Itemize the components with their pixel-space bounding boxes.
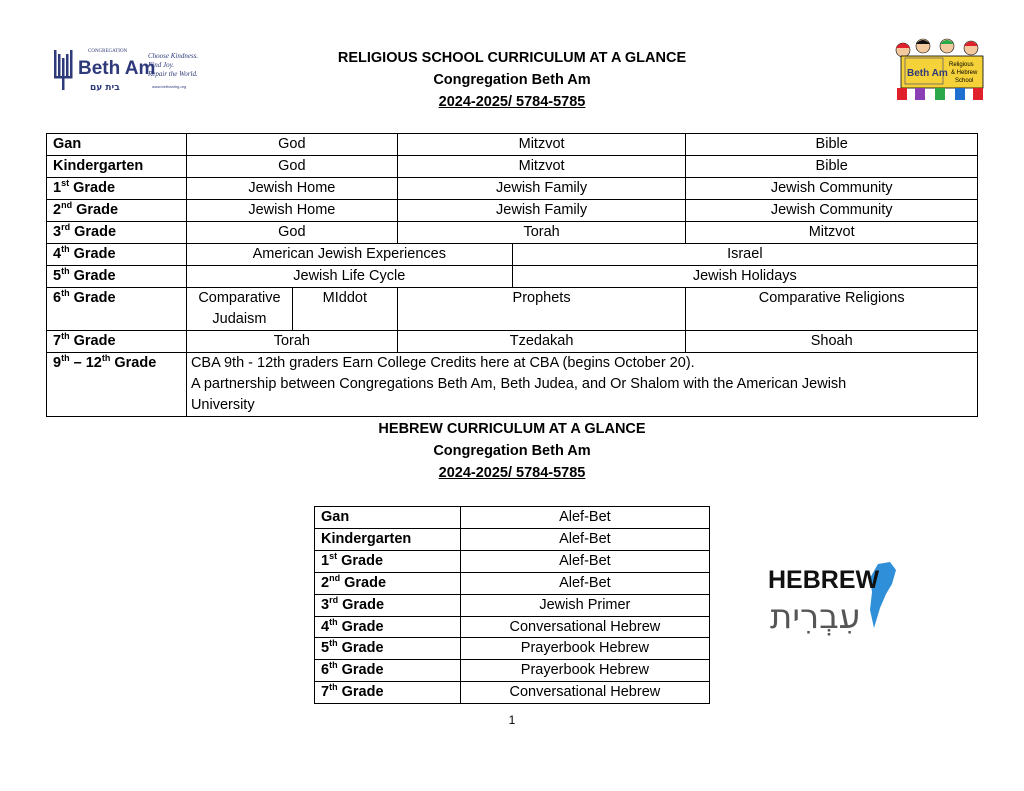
subject-cell: God xyxy=(186,222,397,244)
subject-cell: Conversational Hebrew xyxy=(460,616,709,638)
religious-congregation: Congregation Beth Am xyxy=(433,72,591,88)
grade-cell: 7th Grade xyxy=(315,682,461,704)
subject-cell: Mitzvot xyxy=(397,134,686,156)
page-number: 1 xyxy=(508,713,516,727)
school-logo-brand: Beth Am xyxy=(907,68,948,79)
subject-cell: God xyxy=(186,134,397,156)
table-row xyxy=(315,507,710,529)
hebrew-curriculum-table xyxy=(314,506,710,704)
subject-cell: Prophets xyxy=(397,288,686,331)
hebrew-year: 2024-2025/ 5784-5785 xyxy=(438,465,586,481)
subject-cell: Comparative Judaism xyxy=(186,288,292,331)
table-row xyxy=(315,616,710,638)
grade-cell: 2nd Grade xyxy=(47,200,187,222)
school-logo-sign-2: & Hebrew xyxy=(951,70,978,76)
logo-tagline-2: Find Joy. xyxy=(148,61,175,69)
religious-header xyxy=(0,47,1024,113)
subject-cell: Torah xyxy=(397,222,686,244)
subject-cell: Bible xyxy=(686,134,978,156)
table-row xyxy=(47,200,978,222)
hebrew-congregation: Congregation Beth Am xyxy=(433,443,591,459)
subject-cell: Shoah xyxy=(686,331,978,353)
table-row xyxy=(47,353,978,417)
table-row xyxy=(47,266,978,288)
subject-cell: Bible xyxy=(686,156,978,178)
subject-cell: Jewish Family xyxy=(397,200,686,222)
hebrew-title: HEBREW CURRICULUM AT A GLANCE xyxy=(378,421,646,437)
table-row xyxy=(47,134,978,156)
subject-cell: Jewish Home xyxy=(186,200,397,222)
religious-curriculum-table xyxy=(46,133,978,417)
hebrew-logo-word: HEBREW xyxy=(768,566,880,594)
subject-cell: Mitzvot xyxy=(686,222,978,244)
hebrew-logo xyxy=(766,560,901,638)
table-row xyxy=(315,660,710,682)
grade-cell: 5th Grade xyxy=(315,638,461,660)
grade-cell: 3rd Grade xyxy=(47,222,187,244)
logo-hebrew-text: בית עם xyxy=(90,83,120,93)
grade-cell: Kindergarten xyxy=(47,156,187,178)
grade-cell: 6th Grade xyxy=(315,660,461,682)
table-row xyxy=(47,331,978,353)
cba-line-1: CBA 9th - 12th graders Earn College Credits here at CBA (begins October 20). xyxy=(190,355,695,371)
cba-line-2: A partnership between Congregations Beth Am, Beth Judea, and Or Shalom with the American Jewish xyxy=(190,376,847,392)
subject-cell: Alef-Bet xyxy=(460,550,709,572)
subject-cell: Tzedakah xyxy=(397,331,686,353)
subject-cell: Jewish Community xyxy=(686,200,978,222)
table-row xyxy=(315,528,710,550)
logo-tagline-3: Repair the World. xyxy=(148,70,198,78)
subject-cell: Prayerbook Hebrew xyxy=(460,660,709,682)
subject-cell: Alef-Bet xyxy=(460,528,709,550)
grade-cell: Kindergarten xyxy=(315,528,461,550)
grade-cell: 9th – 12th Grade xyxy=(47,353,187,417)
subject-cell: Jewish Community xyxy=(686,178,978,200)
subject-cell: Torah xyxy=(186,331,397,353)
grade-cell: 6th Grade xyxy=(47,288,187,331)
logo-brand-text: Beth Am xyxy=(78,58,156,79)
table-row xyxy=(47,156,978,178)
logo-url: www.bethamhg.org xyxy=(152,84,187,89)
subject-cell: Comparative Religions xyxy=(686,288,978,331)
subject-cell: Prayerbook Hebrew xyxy=(460,638,709,660)
grade-cell: Gan xyxy=(315,507,461,529)
table-row xyxy=(315,572,710,594)
religious-year: 2024-2025/ 5784-5785 xyxy=(438,94,586,110)
grade-cell: 3rd Grade xyxy=(315,594,461,616)
subject-cell: Alef-Bet xyxy=(460,507,709,529)
grade-cell: 5th Grade xyxy=(47,266,187,288)
subject-cell: Jewish Life Cycle xyxy=(186,266,512,288)
school-logo-sign-3: School xyxy=(955,78,974,84)
grade-cell: 4th Grade xyxy=(315,616,461,638)
subject-cell: Israel xyxy=(512,244,977,266)
table-row xyxy=(47,222,978,244)
subject-cell: Jewish Holidays xyxy=(512,266,977,288)
subject-cell: Jewish Home xyxy=(186,178,397,200)
grade-cell: 4th Grade xyxy=(47,244,187,266)
table-row xyxy=(315,594,710,616)
subject-cell: Alef-Bet xyxy=(460,572,709,594)
table-row xyxy=(47,244,978,266)
subject-cell: Jewish Primer xyxy=(460,594,709,616)
table-row xyxy=(315,550,710,572)
cba-description-cell xyxy=(186,353,977,417)
cba-line-3: University xyxy=(190,397,255,413)
subject-cell: Conversational Hebrew xyxy=(460,682,709,704)
logo-tagline-1: Choose Kindness. xyxy=(148,52,199,60)
subject-cell: American Jewish Experiences xyxy=(186,244,512,266)
grade-cell: 2nd Grade xyxy=(315,572,461,594)
grade-cell: 1st Grade xyxy=(315,550,461,572)
school-logo-sign-1: Religious xyxy=(949,62,974,68)
table-row xyxy=(315,638,710,660)
grade-cell: 1st Grade xyxy=(47,178,187,200)
hebrew-logo-script: עִבְרִית xyxy=(770,597,861,637)
logo-congregation-text: CONGREGATION xyxy=(88,49,128,54)
table-row xyxy=(47,178,978,200)
table-row xyxy=(315,682,710,704)
grade-cell: Gan xyxy=(47,134,187,156)
table-row xyxy=(47,288,978,331)
subject-cell: God xyxy=(186,156,397,178)
hebrew-header xyxy=(0,418,1024,484)
religious-title: RELIGIOUS SCHOOL CURRICULUM AT A GLANCE xyxy=(337,50,687,66)
grade-cell: 7th Grade xyxy=(47,331,187,353)
subject-cell: Jewish Family xyxy=(397,178,686,200)
subject-cell: MIddot xyxy=(292,288,397,331)
subject-cell: Mitzvot xyxy=(397,156,686,178)
